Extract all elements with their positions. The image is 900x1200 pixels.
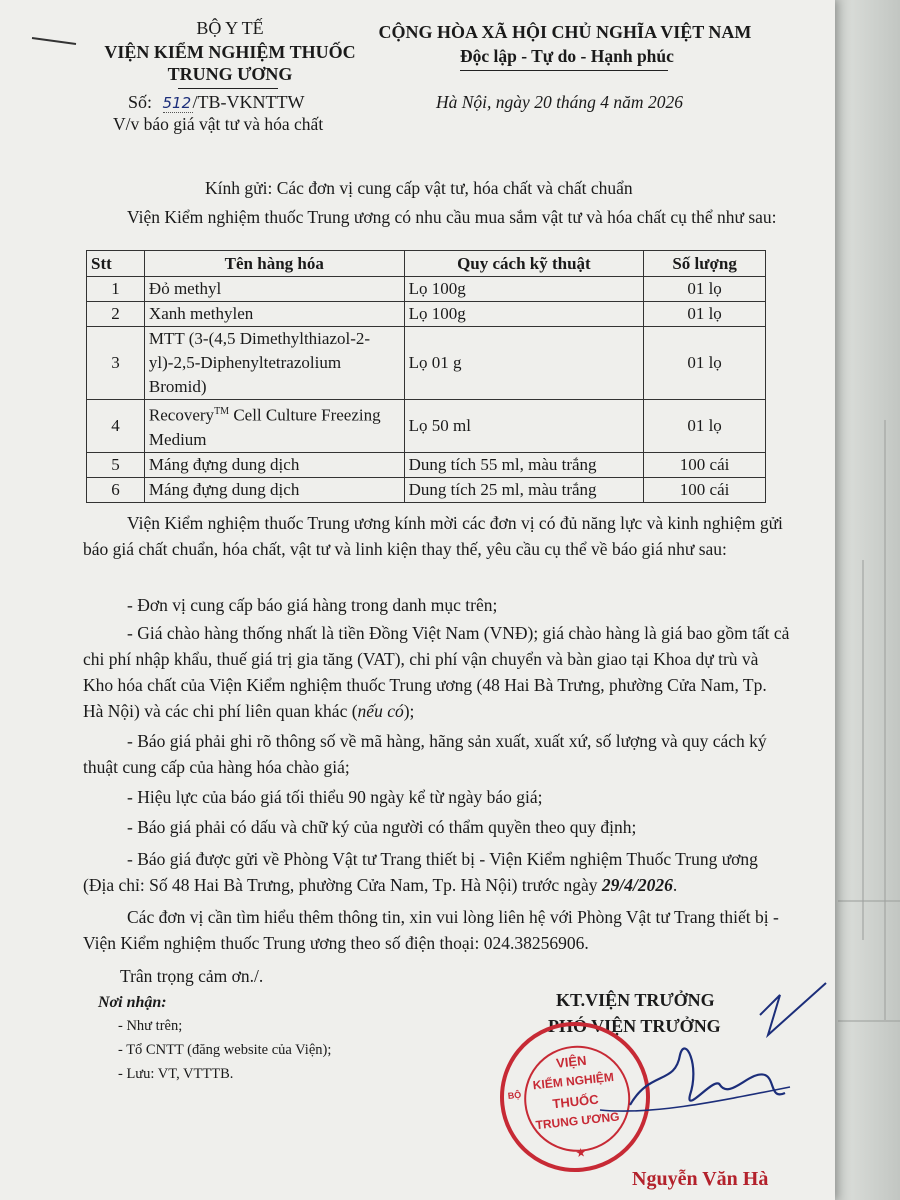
org-name-line2: TRUNG ƯƠNG <box>167 64 293 84</box>
requirement-5: - Báo giá phải có dấu và chữ ký của người có thẩm quyền theo quy định; <box>127 817 637 837</box>
cell-name <box>144 400 404 453</box>
number-handwritten: 512 <box>162 94 192 112</box>
table-row <box>87 477 766 502</box>
recipients-title-colon: : <box>161 994 167 1011</box>
table-row <box>87 327 766 400</box>
requirement-4: - Hiệu lực của báo giá tối thiểu 90 ngày kể từ ngày báo giá; <box>127 787 543 807</box>
intro-text: Viện Kiểm nghiệm thuốc Trung ương có nhu cầu mua sắm vật tư và hóa chất cụ thể như sau: <box>127 207 777 227</box>
cell-stt: 6 <box>87 477 145 502</box>
cell-name: Máng đựng dung dịch <box>144 452 404 477</box>
table-header-row <box>87 251 766 277</box>
cell-qty: 01 lọ <box>644 302 766 327</box>
document-number <box>128 92 305 113</box>
requirement-2-italic: nếu có <box>357 701 404 721</box>
recipients-title <box>98 994 167 1012</box>
background-grid-line <box>838 1020 900 1022</box>
cell-name: Xanh methylen <box>144 302 404 327</box>
table-row <box>87 277 766 302</box>
trademark-symbol: TM <box>214 406 230 417</box>
cell-name-main: Recovery <box>148 405 215 425</box>
cell-name: Đỏ methyl <box>144 277 404 302</box>
stamp-text-line2: KIỂM NGHIỆM <box>532 1069 615 1093</box>
cell-spec: Lọ 100g <box>404 277 644 302</box>
number-label: Số: <box>128 92 153 112</box>
table-row <box>87 452 766 477</box>
background-grid-line <box>862 560 864 940</box>
recipient-item: - Tổ CNTT (đăng website của Viện); <box>118 1042 332 1058</box>
requirement-2-end: ); <box>403 701 415 721</box>
header-spec: Quy cách kỹ thuật <box>404 251 644 277</box>
requirement-6 <box>83 846 791 898</box>
cell-qty: 100 cái <box>644 452 766 477</box>
cell-qty: 01 lọ <box>644 277 766 302</box>
cell-name-rest: Cell Culture Freezing Medium <box>148 405 381 449</box>
cell-stt: 4 <box>87 400 145 453</box>
cell-stt: 5 <box>87 452 145 477</box>
number-suffix: /TB-VKNTTW <box>192 92 305 112</box>
cell-qty: 01 lọ <box>644 327 766 400</box>
intro-paragraph <box>83 204 791 230</box>
stamp-side-letters: BỘ <box>507 1089 522 1101</box>
header-name: Tên hàng hóa <box>144 251 404 277</box>
country-name: CỘNG HÒA XÃ HỘI CHỦ NGHĨA VIỆT NAM <box>378 22 752 42</box>
cell-name: MTT (3-(4,5 Dimethylthiazol-2-yl)-2,5-Diphenyltetrazolium Bromid) <box>144 327 404 400</box>
place-date: Hà Nội, ngày 20 tháng 4 năm 2026 <box>436 92 683 112</box>
invite-paragraph: Viện Kiểm nghiệm thuốc Trung ương kính mời các đơn vị có đủ năng lực và kinh nghiệm gửi báo giá chất chuẩn, hóa chất, vật tư và linh kiện thay thế, yêu cầu cụ thể về báo giá như sau: <box>83 513 783 559</box>
cell-spec: Lọ 01 g <box>404 327 644 400</box>
stamp-text-line3: THUỐC <box>551 1091 600 1112</box>
cell-spec: Lọ 50 ml <box>404 400 644 453</box>
table-row <box>87 302 766 327</box>
org-underline <box>178 88 278 89</box>
cell-spec: Dung tích 55 ml, màu trắng <box>404 452 644 477</box>
recipient-item: - Như trên; <box>118 1018 183 1034</box>
goods-table <box>86 250 766 503</box>
recipient-item: - Lưu: VT, VTTTB. <box>118 1066 234 1082</box>
org-name-line1: VIỆN KIỂM NGHIỆM THUỐC <box>104 42 356 62</box>
stamp-text-line4: TRUNG ƯƠNG <box>534 1109 621 1133</box>
motto-underline <box>460 70 668 71</box>
ministry-name: BỘ Y TẾ <box>196 18 264 38</box>
signer-name: Nguyễn Văn Hà <box>632 1168 769 1190</box>
cell-stt: 2 <box>87 302 145 327</box>
greeting: Kính gửi: Các đơn vị cung cấp vật tư, hóa chất và chất chuẩn <box>205 178 633 198</box>
requirement-2-text: - Giá chào hàng thống nhất là tiền Đồng Việt Nam (VNĐ); giá chào hàng là giá bao gồm tất cả chi phí nhập khẩu, thuế giá trị gia tăng (VAT), chi phí vận chuyển và bàn giao tại Khoa dự trù và Kho hóa chất của Viện Kiểm nghiệm thuốc Trung ương (48 Hai Bà Trưng, phường Cửa Nam, Tp. Hà Nội) và các chi phí liên quan khác ( <box>83 623 790 721</box>
signature-title-2: PHÓ VIỆN TRƯỞNG <box>548 1016 721 1036</box>
cell-spec: Lọ 100g <box>404 302 644 327</box>
cell-qty: 01 lọ <box>644 400 766 453</box>
pen-mark <box>30 30 80 50</box>
cell-qty: 100 cái <box>644 477 766 502</box>
handwritten-signature <box>590 975 830 1135</box>
requirement-3: - Báo giá phải ghi rõ thông số về mã hàng, hãng sản xuất, xuất xứ, số lượng và quy cách ký thuật cung cấp của hàng hóa chào giá; <box>83 731 767 777</box>
cell-stt: 3 <box>87 327 145 400</box>
background-grid-line <box>838 900 900 902</box>
requirement-6-text: - Báo giá được gửi về Phòng Vật tư Trang thiết bị - Viện Kiểm nghiệm Thuốc Trung ương (Địa chỉ: Số 48 Hai Bà Trưng, phường Cửa Nam, Tp. Hà Nội) trước ngày <box>83 849 758 895</box>
requirement-2 <box>83 620 791 724</box>
requirement-6-end: . <box>672 875 678 895</box>
closing-text: Trân trọng cảm ơn./. <box>120 966 264 986</box>
cell-stt: 1 <box>87 277 145 302</box>
header-stt: Stt <box>87 251 145 277</box>
requirement-6-deadline: 29/4/2026 <box>601 875 673 895</box>
header-qty: Số lượng <box>644 251 766 277</box>
cell-spec: Dung tích 25 ml, màu trắng <box>404 477 644 502</box>
cell-name: Máng đựng dung dịch <box>144 477 404 502</box>
national-motto: Độc lập - Tự do - Hạnh phúc <box>460 46 674 66</box>
star-icon: ★ <box>574 1145 587 1161</box>
stamp-text-line1: VIỆN <box>555 1052 588 1071</box>
table-row <box>87 400 766 453</box>
requirement-1: - Đơn vị cung cấp báo giá hàng trong danh mục trên; <box>127 595 498 615</box>
background-grid-line <box>884 420 886 1020</box>
contact-paragraph: Các đơn vị cần tìm hiểu thêm thông tin, xin vui lòng liên hệ với Phòng Vật tư Trang thiết bị - Viện Kiểm nghiệm thuốc Trung ương theo số điện thoại: 024.38256906. <box>83 907 779 953</box>
signature-title-1: KT.VIỆN TRƯỞNG <box>556 990 715 1010</box>
recipients-title-text: Nơi nhận <box>98 994 162 1011</box>
document-subject: V/v báo giá vật tư và hóa chất <box>113 114 324 134</box>
